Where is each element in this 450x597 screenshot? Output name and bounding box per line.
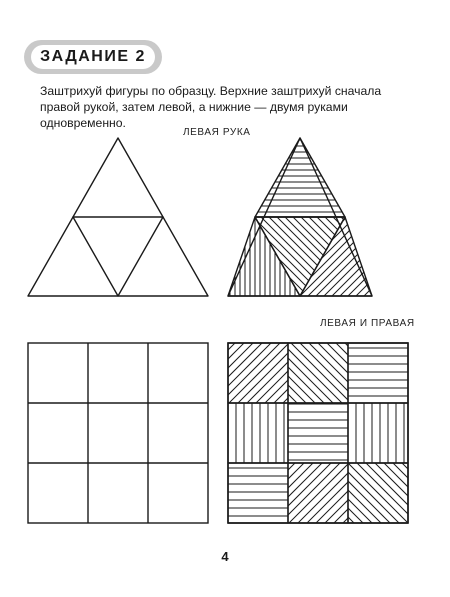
label-both-hands: ЛЕВАЯ И ПРАВАЯ [320, 318, 415, 329]
instructions-text: Заштрихуй фигуры по образцу. Верхние заштрихуй сначала правой рукой, затем левой, а нижние — двумя руками одновременно. [40, 84, 382, 130]
task-title: ЗАДАНИЕ 2 [31, 45, 155, 69]
label-left-hand: ЛЕВАЯ РУКА [183, 127, 251, 138]
page-number: 4 [221, 549, 229, 564]
